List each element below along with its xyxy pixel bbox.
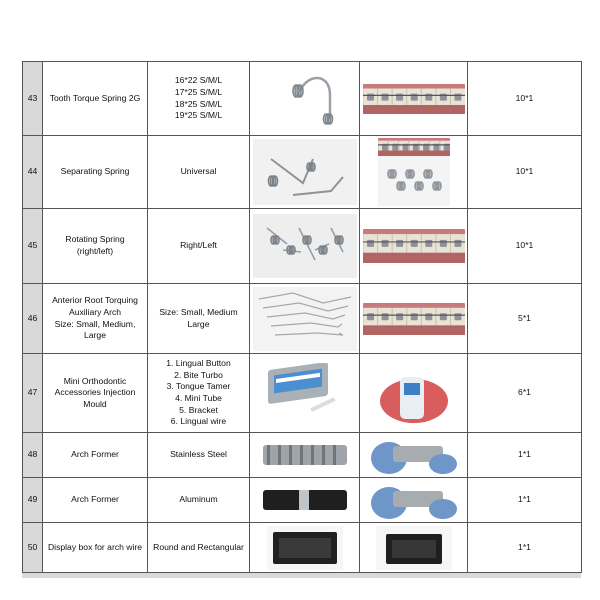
product-name-line: Mini Orthodontic [63, 375, 127, 386]
package-quantity: 1*1 [468, 478, 582, 523]
table-row [23, 62, 582, 136]
rotating-spring-mouth-photo [363, 229, 465, 263]
product-spec-line: Universal [180, 166, 217, 177]
product-image-cell [250, 433, 360, 478]
product-spec [148, 433, 250, 478]
product-name [43, 433, 148, 478]
product-spec [148, 209, 250, 284]
image-frame [250, 479, 359, 522]
product-spec-line: Aluminum [179, 494, 218, 505]
usage-image-cell [360, 433, 468, 478]
product-spec [148, 478, 250, 523]
image-frame [360, 434, 467, 477]
package-quantity: 10*1 [468, 136, 582, 209]
table-row [23, 478, 582, 523]
item-number: 43 [23, 62, 43, 136]
product-name-line: Size: Small, Medium, [54, 318, 136, 329]
product-name-line: Anterior Root Torquing [52, 295, 138, 306]
usage-image-cell [360, 523, 468, 573]
product-name [43, 478, 148, 523]
product-spec-line: Round and Rectangular [153, 541, 244, 552]
product-image-cell [250, 62, 360, 136]
product-name-line: Rotating Spring [65, 234, 125, 245]
arch-former-hand-photo [371, 434, 457, 476]
product-name [43, 354, 148, 433]
product-name-line: Large [84, 330, 106, 341]
image-frame [250, 434, 359, 477]
product-spec-line: 18*25 S/M/L [174, 98, 223, 109]
product-image-cell [250, 284, 360, 354]
product-spec-line: 5. Bracket [179, 404, 218, 415]
product-name [43, 136, 148, 209]
product-spec-line: 3. Tongue Tamer [166, 381, 231, 392]
image-frame [360, 63, 467, 135]
item-number: 45 [23, 209, 43, 284]
product-spec-line: 16*22 S/M/L [174, 75, 223, 86]
image-frame [250, 63, 359, 135]
product-spec [148, 354, 250, 433]
image-frame [250, 285, 359, 353]
display-box-angle-image [376, 526, 452, 570]
product-image-cell [250, 478, 360, 523]
table-row [23, 354, 582, 433]
product-spec-line: 1. Lingual Button [166, 358, 231, 369]
image-frame [250, 210, 359, 283]
item-number: 50 [23, 523, 43, 573]
usage-image-cell [360, 136, 468, 209]
image-frame [360, 355, 467, 432]
injection-mould-model-photo [374, 361, 454, 425]
item-number: 46 [23, 284, 43, 354]
usage-image-cell [360, 478, 468, 523]
product-spec-line: Stainless Steel [170, 449, 227, 460]
table-row [23, 433, 582, 478]
package-quantity: 1*1 [468, 433, 582, 478]
product-image-cell [250, 354, 360, 433]
image-frame [360, 285, 467, 353]
product-spec-line: Right/Left [180, 240, 217, 251]
table-row [23, 209, 582, 284]
image-frame [250, 524, 359, 572]
product-name [43, 62, 148, 136]
product-spec-line: 19*25 S/M/L [174, 110, 223, 121]
product-spec [148, 62, 250, 136]
separating-spring-mouth-photo [378, 138, 450, 206]
product-name-line: Arch Former [71, 449, 119, 460]
usage-image-cell [360, 62, 468, 136]
product-name [43, 209, 148, 284]
table-row [23, 136, 582, 209]
root-torquing-arch-mouth-photo [363, 303, 465, 335]
product-name-line: Separating Spring [60, 166, 130, 177]
package-quantity: 1*1 [468, 523, 582, 573]
product-spec-line: Size: Small, Medium [159, 306, 238, 317]
product-spec [148, 136, 250, 209]
item-number: 44 [23, 136, 43, 209]
usage-image-cell [360, 284, 468, 354]
image-frame [360, 479, 467, 522]
arch-former-aluminum-image [259, 482, 351, 518]
display-box-front-image [267, 526, 343, 570]
product-spec-line: Large [187, 318, 210, 329]
image-frame [250, 137, 359, 208]
root-torquing-arch-image [253, 287, 357, 351]
torque-spring-image [260, 67, 350, 131]
product-spec-line: 17*25 S/M/L [174, 86, 223, 97]
separating-spring-image [253, 139, 357, 205]
product-name-line: Auxiliary Arch [68, 306, 122, 317]
product-image-cell [250, 523, 360, 573]
product-name-line: Tooth Torque Spring 2G [49, 92, 141, 103]
product-spec-line: 4. Mini Tube [175, 393, 222, 403]
product-name-line: Accessories Injection [54, 387, 136, 398]
image-frame [360, 524, 467, 572]
image-frame [360, 210, 467, 283]
arch-former-steel-image [259, 435, 351, 475]
product-spec-line: 2. Bite Turbo [174, 369, 223, 380]
package-quantity: 10*1 [468, 62, 582, 136]
injection-mould-image [262, 363, 348, 423]
table-footer-band [22, 572, 581, 578]
item-number: 48 [23, 433, 43, 478]
table-row [23, 284, 582, 354]
item-number: 49 [23, 478, 43, 523]
package-quantity: 10*1 [468, 209, 582, 284]
torque-spring-mouth-photo [363, 84, 465, 114]
product-name-line: Display box for arch wire [47, 541, 143, 552]
product-catalog-table [22, 61, 582, 573]
product-name-line: Arch Former [71, 494, 119, 505]
rotating-spring-image [253, 214, 357, 278]
product-spec [148, 284, 250, 354]
product-spec-line: 6. Lingual wire [170, 416, 227, 427]
product-name [43, 523, 148, 573]
image-frame [360, 137, 467, 208]
image-frame [250, 355, 359, 432]
product-image-cell [250, 136, 360, 209]
package-quantity: 5*1 [468, 284, 582, 354]
product-name-line: (right/left) [76, 246, 114, 256]
arch-former-hand-photo [371, 479, 457, 521]
package-quantity: 6*1 [468, 354, 582, 433]
product-spec [148, 523, 250, 573]
product-image-cell [250, 209, 360, 284]
table-row [23, 523, 582, 573]
product-name [43, 284, 148, 354]
item-number: 47 [23, 354, 43, 433]
usage-image-cell [360, 209, 468, 284]
usage-image-cell [360, 354, 468, 433]
product-name-line: Mould [83, 398, 107, 409]
